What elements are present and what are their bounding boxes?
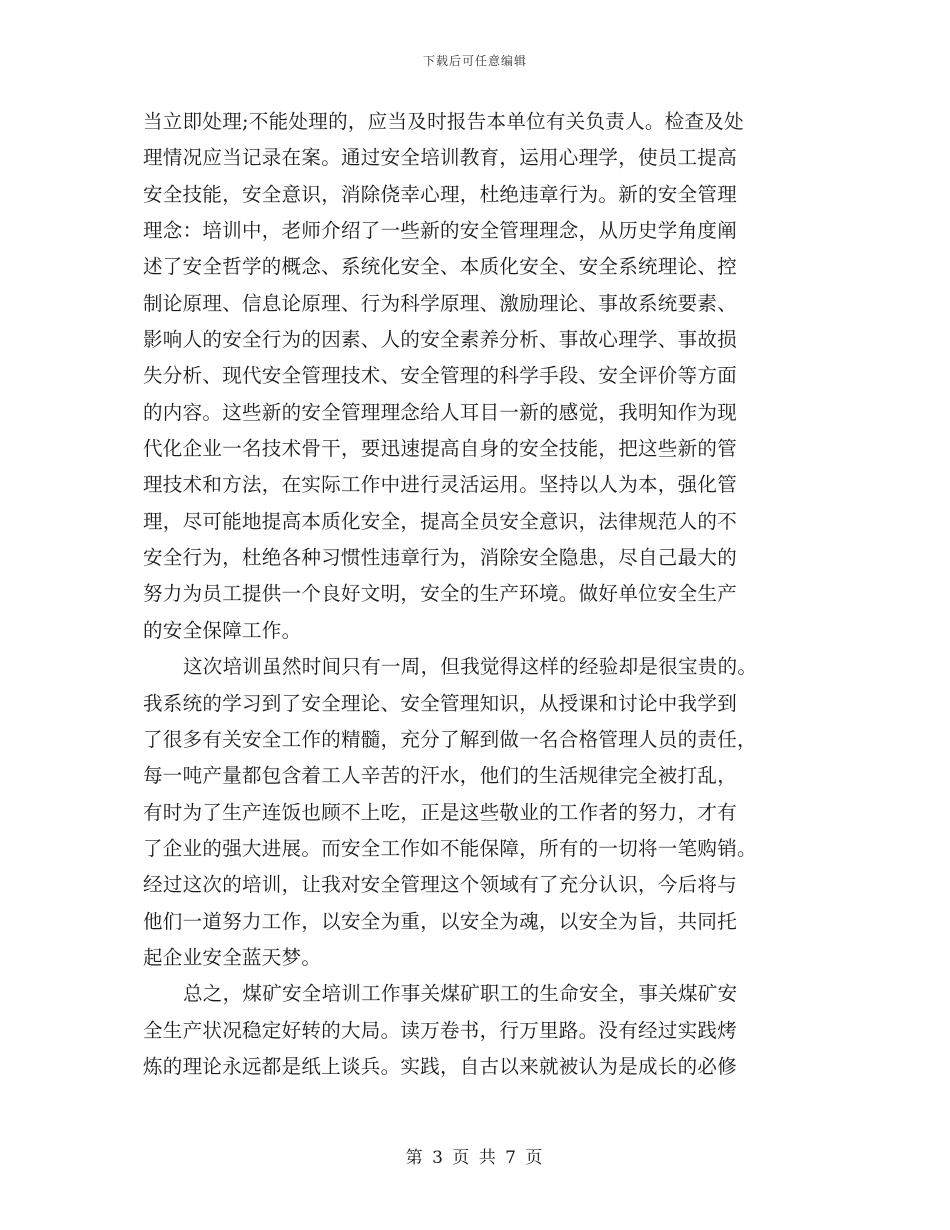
text-line: 代化企业一名技术骨干，要迅速提高自身的安全技能，把这些新的管 — [143, 437, 738, 461]
text-line: 制论原理、信息论原理、行为科学原理、激励理论、事故系统要素、 — [143, 291, 738, 315]
text-line: 他们一道努力工作，以安全为重，以安全为魂，以安全为旨，共同托 — [143, 909, 738, 933]
text-line: 全生产状况稳定好转的大局。读万卷书，行万里路。没有经过实践烤 — [143, 1018, 738, 1042]
text-line: 理技术和方法，在实际工作中进行灵活运用。坚持以人为本，强化管 — [143, 473, 738, 497]
text-line: 起企业安全蓝天梦。 — [143, 945, 322, 969]
text-line: 有时为了生产连饭也顾不上吃，正是这些敬业的工作者的努力，才有 — [143, 800, 738, 824]
text-line: 了很多有关安全工作的精髓，充分了解到做一名合格管理人员的责任， — [143, 727, 757, 751]
text-line: 影响人的安全行为的因素、人的安全素养分析、事故心理学、事故损 — [143, 328, 738, 352]
text-line: 理，尽可能地提高本质化安全，提高全员安全意识，法律规范人的不 — [143, 509, 738, 533]
text-line: 的安全保障工作。 — [143, 618, 302, 642]
text-line: 失分析、现代安全管理技术、安全管理的科学手段、安全评价等方面 — [143, 364, 738, 388]
text-line: 我系统的学习到了安全理论、安全管理知识，从授课和讨论中我学到 — [143, 691, 738, 715]
text-line: 每一吨产量都包含着工人辛苦的汗水，他们的生活规律完全被打乱， — [143, 764, 738, 788]
text-line: 当立即处理;不能处理的，应当及时报告本单位有关负责人。检查及处 — [143, 110, 744, 133]
paragraph — [143, 649, 803, 976]
text-line: 炼的理论永远都是纸上谈兵。实践，自古以来就被认为是成长的必修 — [143, 1054, 738, 1078]
text-line: 总之，煤矿安全培训工作事关煤矿职工的生命安全，事关煤矿安 — [183, 982, 738, 1006]
text-line: 述了安全哲学的概念、系统化安全、本质化安全、安全系统理论、控 — [143, 255, 738, 279]
text-line: 安全行为，杜绝各种习惯性违章行为，消除安全隐患，尽自己最大的 — [143, 546, 738, 570]
text-line: 的内容。这些新的安全管理理念给人耳目一新的感觉，我明知作为现 — [143, 400, 738, 424]
page-footer: 第 3 页 共 7 页 — [405, 1148, 545, 1168]
text-line: 安全技能，安全意识，消除侥幸心理，杜绝违章行为。新的安全管理 — [143, 182, 738, 206]
text-line: 理情况应当记录在案。通过安全培训教育，运用心理学，使员工提高 — [143, 146, 738, 170]
page-header: 下载后可任意编辑 — [422, 54, 527, 68]
text-line: 这次培训虽然时间只有一周，但我觉得这样的经验却是很宝贵的。 — [183, 655, 758, 679]
paragraph — [143, 976, 803, 1085]
paragraph — [143, 104, 803, 649]
text-line: 经过这次的培训，让我对安全管理这个领域有了充分认识，今后将与 — [143, 873, 738, 897]
document-body — [143, 104, 803, 1085]
text-line: 努力为员工提供一个良好文明，安全的生产环境。做好单位安全生产 — [143, 582, 738, 606]
text-line: 了企业的强大进展。而安全工作如不能保障，所有的一切将一笔购销。 — [143, 836, 757, 860]
text-line: 理念：培训中，老师介绍了一些新的安全管理理念，从历史学角度阐 — [143, 219, 738, 243]
